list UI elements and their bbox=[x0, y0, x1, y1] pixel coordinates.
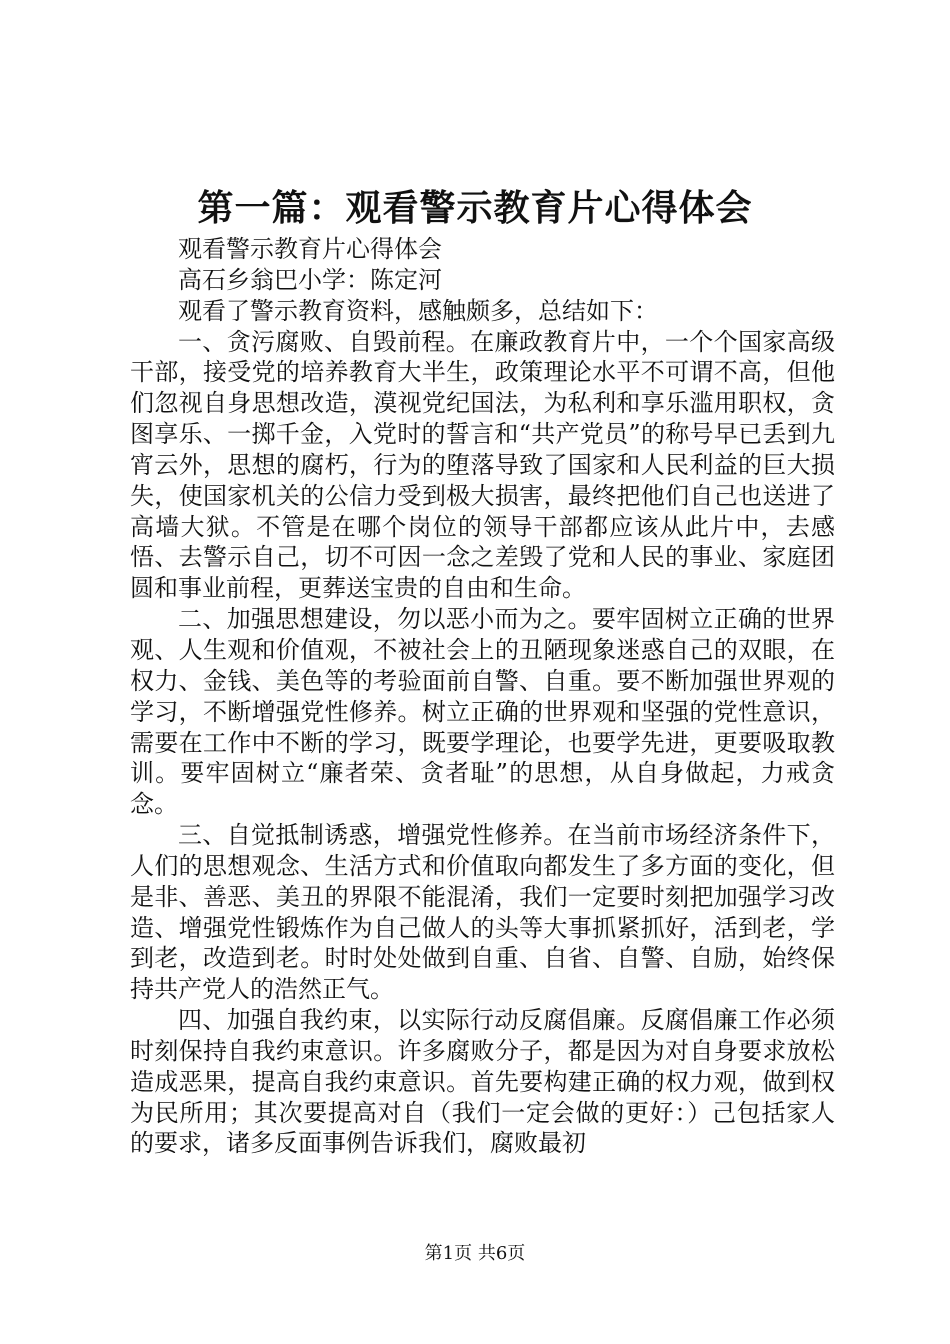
body-paragraph-point-2: 二、加强思想建设，勿以恶小而为之。要牢固树立正确的世界观、人生观和价值观，不被社会上的丑陋现象迷惑自己的双眼，在权力、金钱、美色等的考验面前自警、自重。要不断加强世界观的学习，不断增强党性修养。树立正确的世界观和坚强的党性意识，需要在工作中不断的学习，既要学理论，也要学先进，更要吸取教训。要牢固树立“廉者荣、贪者耻”的思想，从自身做起，力戒贪念。 bbox=[130, 605, 835, 819]
body-paragraph-author: 高石乡翁巴小学：陈定河 bbox=[178, 265, 442, 294]
body-paragraph-subtitle: 观看警示教育片心得体会 bbox=[178, 235, 442, 263]
document-body bbox=[130, 234, 835, 1159]
document-title: 第一篇：观看警示教育片心得体会 bbox=[197, 187, 753, 229]
body-paragraph-intro: 观看了警示教育资料，感触颇多，总结如下： bbox=[178, 296, 658, 325]
body-paragraph-point-1: 一、贪污腐败、自毁前程。在廉政教育片中，一个个国家高级干部，接受党的培养教育大半生，政策理论水平不可谓不高，但他们忽视自身思想改造，漠视党纪国法，为私利和享乐滥用职权，贪图享乐、一掷千金，入党时的誓言和“共产党员”的称号早已丢到九宵云外，思想的腐朽，行为的堕落导致了国家和人民利益的巨大损失，使国家机关的公信力受到极大损害，最终把他们自己也送进了高墙大狱。不管是在哪个岗位的领导干部都应该从此片中，去感悟、去警示自己，切不可因一念之差毁了党和人民的事业、家庭团圆和事业前程，更葬送宝贵的自由和生命。 bbox=[130, 327, 835, 603]
body-paragraph-point-3: 三、自觉抵制诱惑，增强党性修养。在当前市场经济条件下，人们的思想观念、生活方式和价值取向都发生了多方面的变化，但是非、善恶、美丑的界限不能混淆，我们一定要时刻把加强学习改造、增强党性锻炼作为自己做人的头等大事抓紧抓好，活到老，学到老，改造到老。时时处处做到自重、自省、自警、自励，始终保持共产党人的浩然正气。 bbox=[130, 821, 835, 1004]
page-number-footer: 第1页 共6页 bbox=[424, 1243, 526, 1264]
body-paragraph-point-4: 四、加强自我约束，以实际行动反腐倡廉。反腐倡廉工作必须时刻保持自我约束意识。许多腐败分子，都是因为对自身要求放松造成恶果，提高自我约束意识。首先要构建正确的权力观，做到权为民所用；其次要提高对自（我们一定会做的更好：）己包括家人的要求，诸多反面事例告诉我们，腐败最初 bbox=[130, 1006, 835, 1158]
